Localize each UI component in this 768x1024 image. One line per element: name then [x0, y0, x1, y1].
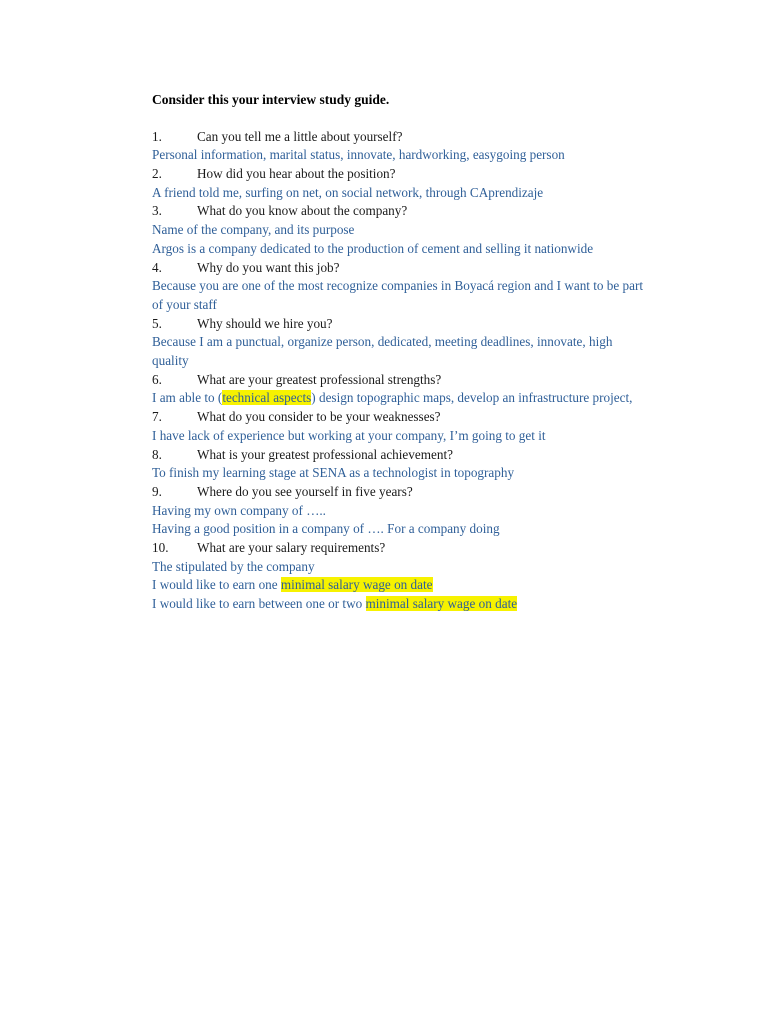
question-number: 4.	[152, 259, 162, 275]
answer-8-1: To finish my learning stage at SENA as a technologist in topography	[152, 465, 515, 481]
question-text: Where do you see yourself in five years?	[197, 483, 413, 499]
question-text: What are your greatest professional strengths?	[197, 371, 442, 387]
highlighted-text: minimal salary wage on date	[365, 596, 518, 612]
question-number: 7.	[152, 409, 162, 425]
question-2	[152, 165, 672, 184]
question-text: Can you tell me a little about yourself?	[197, 128, 403, 144]
highlighted-text: technical aspects	[222, 390, 312, 406]
question-number: 1.	[152, 128, 162, 144]
question-text: Why do you want this job?	[197, 259, 340, 275]
highlighted-text: minimal salary wage on date	[280, 577, 433, 593]
answer-2-1: A friend told me, surfing on net, on social network, through CAprendizaje	[152, 184, 544, 200]
answer-1-1: Personal information, marital status, innovate, hardworking, easygoing person	[152, 147, 565, 163]
answer-7-1: I have lack of experience but working at your company, I’m going to get it	[152, 427, 546, 443]
question-6	[152, 371, 672, 390]
answer-3-1: Name of the company, and its purpose	[152, 222, 355, 238]
question-text: What are your salary requirements?	[197, 540, 386, 556]
question-text: How did you hear about the position?	[197, 166, 396, 181]
question-number: 9.	[152, 483, 162, 499]
question-number: 6.	[152, 371, 162, 387]
answer-text: I would like to earn between one or two	[152, 596, 366, 612]
question-number: 10.	[152, 540, 169, 556]
question-number: 8.	[152, 446, 162, 462]
document-body	[152, 90, 672, 614]
answer-text: ) design topographic maps, develop an infrastructure project,	[311, 390, 633, 406]
question-3	[152, 202, 672, 221]
question-text: What do you consider to be your weaknesses?	[197, 409, 441, 425]
answer-10-1: The stipulated by the company	[152, 558, 315, 574]
answer-10-3	[152, 595, 672, 614]
answer-3-2: Argos is a company dedicated to the production of cement and selling it nationwide	[152, 240, 594, 256]
question-number: 2.	[152, 166, 162, 181]
question-7	[152, 408, 672, 427]
answer-5-1: Because I am a punctual, organize person, dedicated, meeting deadlines, innovate, high quality	[152, 334, 613, 369]
question-5	[152, 315, 672, 334]
answer-text: I would like to earn one	[152, 577, 281, 593]
answer-4-1: Because you are one of the most recognize companies in Boyacá region and I want to be part of your staff	[152, 278, 644, 312]
question-text: Why should we hire you?	[197, 315, 333, 331]
question-8	[152, 446, 672, 465]
answer-9-1: Having my own company of …..	[152, 502, 326, 518]
answer-text: I am able to (	[152, 390, 223, 406]
answer-10-2	[152, 576, 672, 595]
question-number: 5.	[152, 315, 162, 331]
answer-9-2: Having a good position in a company of …. For a company doing	[152, 521, 500, 537]
question-9	[152, 483, 672, 502]
question-text: What do you know about the company?	[197, 203, 408, 219]
question-text: What is your greatest professional achievement?	[197, 446, 453, 462]
question-number: 3.	[152, 203, 162, 219]
question-10	[152, 539, 672, 558]
question-4	[152, 259, 672, 278]
question-1	[152, 128, 672, 147]
document-title: Consider this your interview study guide.	[152, 92, 390, 107]
answer-6-1	[152, 389, 672, 408]
